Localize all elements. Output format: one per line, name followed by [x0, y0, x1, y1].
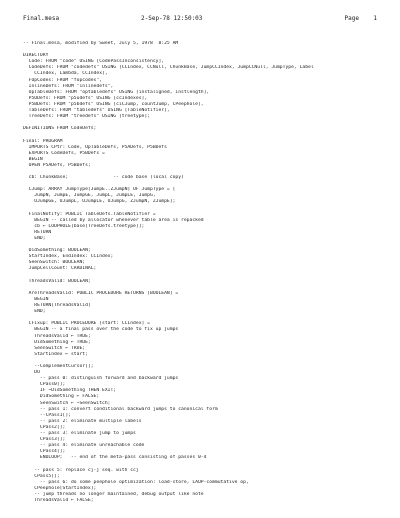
code-line: DO [23, 370, 40, 376]
code-line: JumpN, JumpE, JumpGE, JumpL, JumpLE, JumpG, [23, 193, 156, 199]
code-line: ThreadsValid ← TRUE; [23, 333, 91, 339]
code-line: AreThreadsValid: PUBLIC PROCEDURE RETURNS [BOOLEAN] = [23, 290, 179, 296]
code-line: FOpCodes: FROM "fopcodes", [23, 77, 103, 83]
code-line: P5BDefs: FROM "p5bdefs" USING [ciCJump, countJump, CPeephole], [23, 101, 204, 107]
code-line: -- pass 5: replace cj-j seq. with ccj [23, 467, 139, 473]
code-line: --ComplementCursor[]; [23, 363, 94, 369]
code-line: cb: ChunkBase; -- code base (local copy) [23, 175, 184, 181]
code-line: -- jump threads no longer maintained, debug output like note [23, 491, 204, 497]
code-line: -- pass 3: eliminate jump to jumps [23, 431, 136, 436]
code-line: Final: PROGRAM [23, 138, 63, 144]
code-line: BEGIN -- a final pass over the code to fix up jumps [23, 327, 179, 333]
code-line: RETURN[ThreadsValid] [23, 303, 91, 309]
code-line: CFixup: PUBLIC PROCEDURE [start: CCIndex] = [23, 321, 150, 327]
code-line: CPass2[]; [23, 424, 66, 430]
code-line: ENDLOOP; -- end of the meta-pass consisting of passes 0-4 [23, 455, 207, 461]
code-line: DEFINITIONS FROM CodeDefs; [23, 126, 97, 132]
code-line: SeenSwitch ← TRUE; [23, 345, 86, 351]
code-line: CPeephole[StartIndex]; [23, 485, 97, 491]
code-line: BEGIN [23, 156, 43, 162]
code-line: -- pass 0: distinguish forward and backward jumps [23, 376, 179, 382]
code-line: END; [23, 309, 46, 315]
page-number: Page 1 [344, 15, 377, 22]
code-line: BEGIN [23, 296, 49, 302]
code-line: IF ~DidSomething THEN EXIT; [23, 388, 117, 394]
code-line: END; [23, 236, 46, 241]
code-line: Code: FROM "code" USING [CodePassInconsistency], [23, 59, 165, 65]
code-line: --CPass1[]; [23, 412, 71, 418]
code-line: CPass3[]; [23, 437, 66, 443]
code-line: P5UDefs: FROM "p5udefs" USING [ccIndexes], [23, 95, 148, 101]
code-line: DidSomething ← TRUE; [23, 339, 91, 345]
code-line: StartIndex, EndIndex: CCIndex; [23, 254, 114, 260]
code-line: JumpCellCount: CARDINAL; [23, 266, 97, 272]
code-line: CCIndex, Lambda, CCIndex], [23, 71, 108, 77]
file-name: Final.mesa [23, 15, 60, 22]
code-line: CodeDefs: FROM "codedefs" USING [CCIndex, CCNull, ChunkBase, JumpCCIndex, JumpCCNull, JumpType, Label [23, 65, 314, 71]
code-line: IMPORTS CPtr: Code, OpTableDefs, P5ADefs, P5BDefs [23, 144, 167, 150]
code-line: CPass4[]; [23, 449, 66, 455]
print-date: 2-Sep-78 12:50:03 [141, 15, 203, 22]
code-line: ThreadsValid ← FALSE; [23, 498, 94, 504]
code-line: EXPORTS CodeDefs, P5BDefs = [23, 150, 105, 156]
code-line: OpTableDefs: FROM "optabledefs" USING [instaligned, instlength], [23, 89, 210, 95]
code-line: -- pass 1: convert conditional backward jumps to canonical form [23, 406, 218, 412]
code-line: -- pass 4: eliminate unreachable code [23, 443, 145, 449]
code-line: BEGIN -- called by allocator whenever table area is repacked [23, 217, 204, 223]
code-line: CPass5[]; [23, 473, 60, 479]
code-line: CJump: ARRAY JumpType[JumpE..ZJumpN] OF JumpType = [ [23, 187, 176, 193]
code-line: ThreadsValid: BOOLEAN; [23, 278, 91, 284]
code-line: UJumpGE, UJumpL, UJumpLE, UJumpG, ZJumpN, ZJumpE]; [23, 199, 176, 205]
code-line: SeenSwitch: BOOLEAN; [23, 260, 86, 266]
code-line: InlineDefs: FROM "inlinedefs", [23, 83, 114, 89]
code-line: -- Final.mesa, modified by Sweet, July 5, 1978 8:25 AM [23, 41, 179, 46]
code-line: CPass0[]; [23, 382, 66, 388]
code-line: OPEN P5ADefs, P5BDefs; [23, 162, 91, 168]
code-line: StartIndex ← start; [23, 351, 88, 357]
code-line: RETURN [23, 229, 52, 235]
code-line: FinalNotify: PUBLIC TableDefs.TableNotifier = [23, 211, 156, 217]
code-line: DidSomething: BOOLEAN; [23, 248, 91, 254]
code-line: TableDefs: FROM "tabledefs" USING [TableNotifier], [23, 108, 170, 114]
code-line: cb ← LOOPHOLE[base[TreeDefs.treetype]]; [23, 223, 145, 229]
code-listing [23, 41, 383, 509]
code-line: -- pass 6: do some peephole optimization: load-store, LAOP-commutative op, [23, 479, 249, 485]
code-line: DidSomething ← FALSE; [23, 394, 100, 400]
code-line: DIRECTORY [23, 53, 49, 59]
code-line: TreeDefs: FROM "treedefs" USING [treetype]; [23, 114, 150, 120]
code-line: SeenSwitch ← ~SeenSwitch; [23, 400, 111, 406]
page-header [23, 14, 377, 23]
code-line: -- pass 2: eliminate multiple labels [23, 418, 142, 424]
